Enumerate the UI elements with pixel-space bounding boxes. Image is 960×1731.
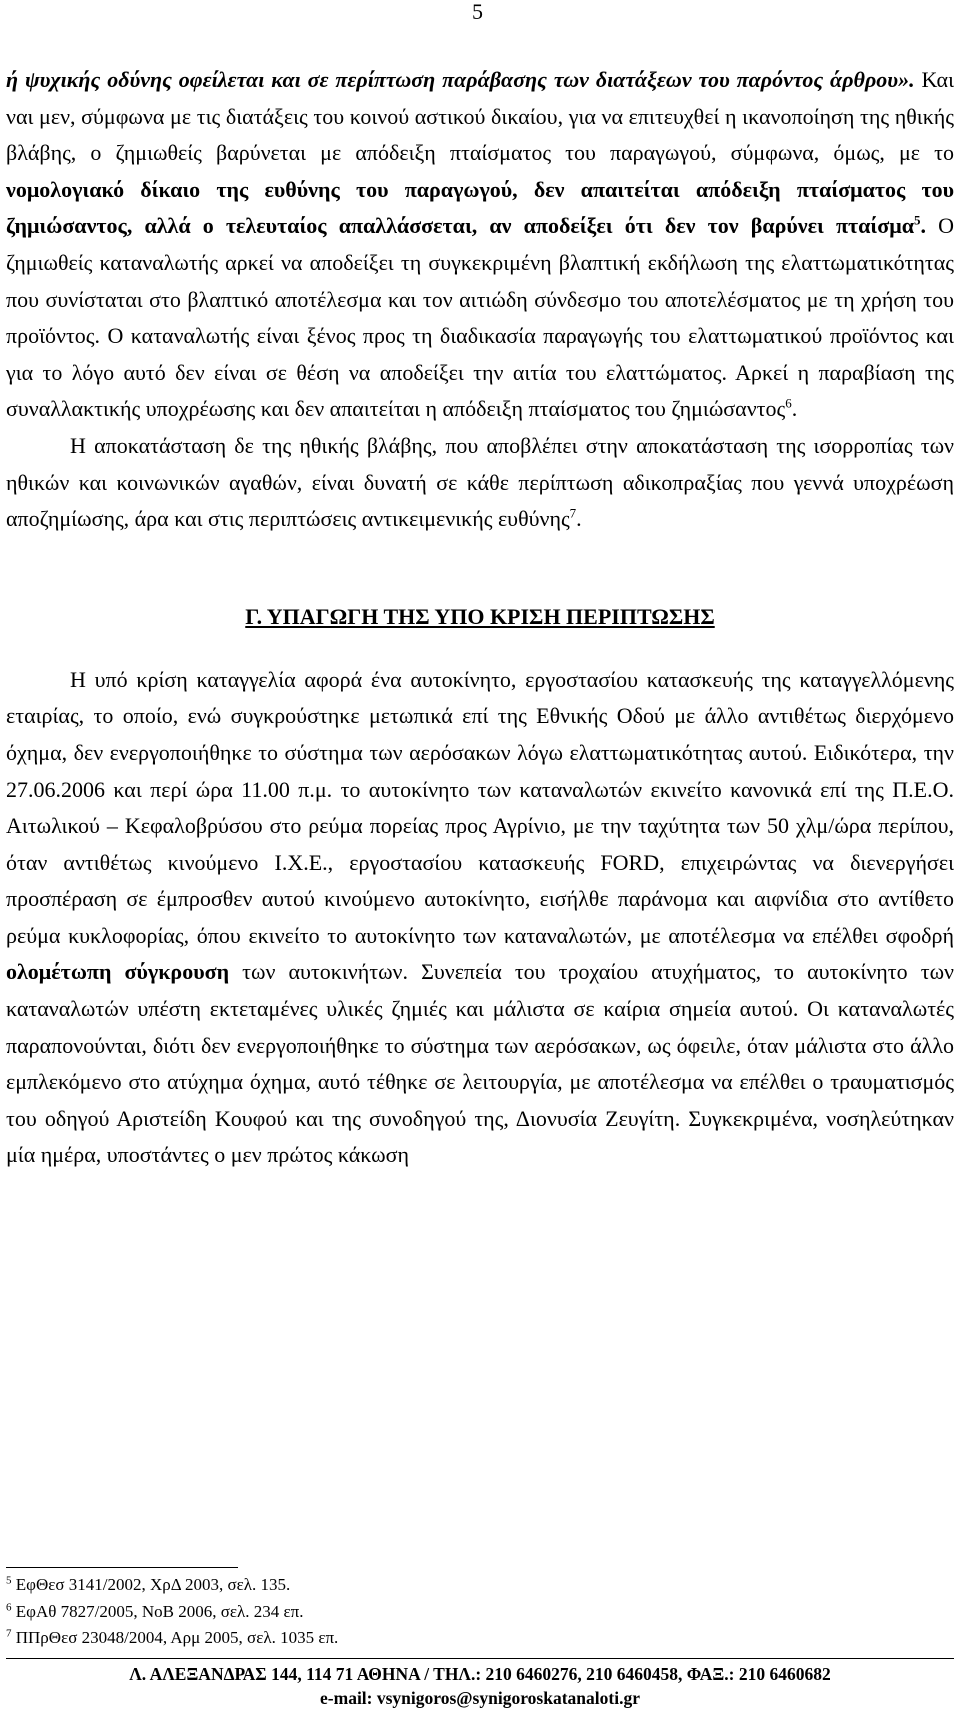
text-segment: Η αποκατάσταση δε της ηθικής βλάβης, που αποβλέπει στην αποκατάσταση της ισορροπίας των ηθικών και κοινωνικών αγαθών, είναι δυνατή σε κάθε περίπτωση αδικοπραξίας που γεννά υποχρέωση αποζημίωσης, άρα και στις περιπτώσεις αντικειμενικής ευθύνης [6,432,954,532]
footnote-5 [6,1572,906,1599]
footnote-ref-5: 5 [913,213,921,229]
footnote-ref-6: 6 [785,396,792,412]
footnote-number: 6 [6,1600,12,1613]
text-segment: Και ναι μεν, σύμφωνα με τις διατάξεις του κοινού αστικού δικαίου, για να επιτευχθεί η ικανοποίηση της ηθικής βλάβης, ο ζημιωθείς βαρύνεται με απόδειξη πταίσματος του παραγωγού, σύμφωνα, όμως, με το [6,67,954,166]
bold-term: νομολογιακό δίκαιο [6,176,201,202]
footer-address: Λ. ΑΛΕΞΑΝΔΡΑΣ 144, 114 71 ΑΘΗΝΑ / ΤΗΛ.: 210 6460276, 210 6460458, ΦΑΞ.: 210 6460682 [129,1664,831,1684]
text-segment: Ο ζημιωθείς καταναλωτής αρκεί να αποδείξει τη συγκεκριμένη βλαπτική εκδήλωση της ελαττωματικότητας που συνίσταται στο βλαπτικό αποτέλεσμα και τον αιτιώδη σύνδεσμο του αποτελέσματος με τη χρήση του προϊόντος. Ο καταναλωτής είναι ξένος προς τη διαδικασία παραγωγής του ελαττωματικού προϊόντος και για το λόγο αυτό δεν είναι σε θέση να αποδείξει την αιτία του ελαττώματος. Αρκεί η παραβίαση της συναλλακτικής υποχρέωσης και δεν απαιτείται η απόδειξη πταίσματος του ζημιώσαντος [6,213,955,422]
footnotes [6,1572,906,1652]
text-segment: Η υπό κρίση καταγγελία αφορά ένα αυτοκίνητο, εργοστασίου κατασκευής της καταγγελλόμενης εταιρίας, το οποίο, ενώ συγκρούστηκε μετωπικά επί της Εθνικής Οδού με άλλο αντιθέτως διερχόμενο όχημα, δεν ενεργοποιήθηκε το σύστημα των αερόσακων λόγω ελαττωματικότητας αυτού. Ειδικότερα, την 27.06.2006 και περί ώρα 11.00 π.μ. το αυτοκίνητο των καταναλωτών εκινείτο κανονικά επί της Π.Ε.Ο. Αιτωλικού – Κεφαλοβρύσου στο ρεύμα πορείας προς Αγρίνιο, με την ταχύτητα των 50 χλμ/ώρα περίπου, όταν αντιθέτως κινούμενο Ι.Χ.Ε., εργοστασίου κατασκευής FORD, επιχειρώντας να διενεργήσει προσπέραση σε έμπροσθεν αυτού κινούμενο αυτοκίνητο, εισήλθε παράνομα και αιφνίδια στο αντίθετο ρεύμα κυκλοφορίας, όπου εκινείτο το αυτοκίνητο των καταναλωτών, με αποτέλεσμα να επέλθει σφοδρή [6,666,954,948]
footer-email: e-mail: vsynigoros@synigoroskatanaloti.gr [320,1688,640,1708]
document-body [6,62,954,1174]
quote-ending: ή ψυχικής οδύνης οφείλεται και σε περίπτωση παράβασης των διατάξεων του παρόντος άρθρου». [6,67,915,92]
footnote-number: 7 [6,1627,12,1640]
footnote-text: ΠΠρΘεσ 23048/2004, Αρμ 2005, σελ. 1035 επ. [15,1628,339,1647]
paragraph-3 [6,662,954,1174]
paragraph-2 [6,428,954,538]
space [200,177,216,202]
footnote-separator [6,1567,238,1568]
section-heading: Γ. ΥΠΑΓΩΓΗ ΤΗΣ ΥΠΟ ΚΡΙΣΗ ΠΕΡΙΠΤΩΣΗΣ [245,603,715,629]
bold-statement: της ευθύνης του παραγωγού, δεν απαιτείται απόδειξη πταίσματος του ζημιώσαντος, αλλά ο τελευταίος απαλλάσσεται, αν αποδείξει ότι δεν τον βαρύνει πταίσμα [6,176,955,239]
footnote-6 [6,1599,906,1626]
footer-separator [6,1658,954,1659]
period: . [920,213,926,239]
footnote-ref-7: 7 [569,505,577,521]
footnote-7 [6,1625,906,1652]
page-number: 5 [472,0,483,24]
footnote-number: 5 [6,1574,12,1587]
paragraph-1 [6,62,954,428]
page-footer [0,1662,960,1710]
footnote-text: ΕφΑθ 7827/2005, ΝοΒ 2006, σελ. 234 επ. [15,1601,304,1621]
bold-term: ολομέτωπη σύγκρουση [6,959,230,985]
period: . [576,506,582,532]
period: . [791,396,798,422]
text-segment: των αυτοκινήτων. Συνεπεία του τροχαίου ατυχήματος, το αυτοκίνητο των καταναλωτών υπέστη εκτεταμένες υλικές ζημιές και μάλιστα σε καίρια σημεία αυτού. Οι καταναλωτές παραπονούνται, διότι δεν ενεργοποιήθηκε το σύστημα των αερόσακων, ως όφειλε, όταν μάλιστα στο άλλο εμπλεκόμενο στο ατύχημα όχημα, αυτό τέθηκε σε λειτουργία, με αποτέλεσμα να επέλθει ο τραυματισμός του οδηγού Αριστείδη Κουφού και της συνοδηγού της, Διονυσία Ζευγίτη. Συγκεκριμένα, νοσηλεύτηκαν μία ημέρα, υποστάντες ο μεν πρώτος κάκωση [6,959,954,1168]
footnote-text: ΕφΘεσ 3141/2002, ΧρΔ 2003, σελ. 135. [15,1575,291,1594]
